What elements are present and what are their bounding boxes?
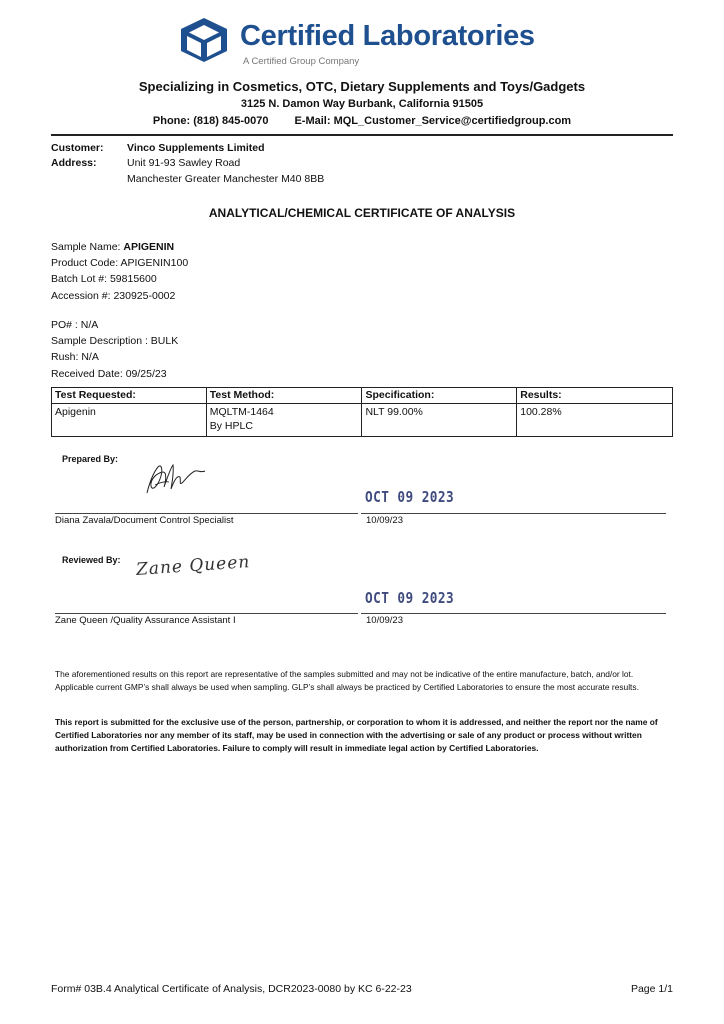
reviewed-signature: Zane Queen	[135, 552, 251, 580]
certified-labs-logo-icon	[179, 17, 229, 63]
sample-name	[51, 239, 188, 255]
brand-name: Certified Laboratories	[240, 20, 535, 52]
customer-address-line1: Unit 91-93 Sawley Road	[127, 157, 241, 169]
product-code: Product Code: APIGENIN100	[51, 257, 189, 270]
received-date: Received Date: 09/25/23	[51, 367, 167, 380]
method-technique: By HPLC	[209, 420, 253, 432]
customer-address-line2: Manchester Greater Manchester M40 8BB	[127, 173, 325, 185]
lab-contact	[0, 115, 724, 127]
table-row	[52, 404, 673, 437]
method-code: MQLTM-1464	[209, 406, 274, 418]
batch-lot: Batch Lot #: 59815600	[51, 273, 157, 286]
rush-status: Rush: N/A	[51, 351, 99, 364]
lab-phone: Phone: (818) 845-0070	[152, 115, 269, 127]
lab-tagline: Specializing in Cosmetics, OTC, Dietary Supplements and Toys/Gadgets	[138, 79, 586, 94]
cell-specification: NLT 99.00%	[362, 404, 517, 437]
address-label: Address:	[51, 157, 97, 169]
customer-name: Vinco Supplements Limited	[127, 142, 265, 154]
order-info	[51, 317, 178, 382]
certificate-title: ANALYTICAL/CHEMICAL CERTIFICATE OF ANALYSIS	[208, 206, 516, 220]
column-header-method: Test Method:	[206, 388, 362, 404]
sample-name-label: Sample Name:	[51, 241, 124, 253]
header-divider	[51, 134, 673, 136]
cell-method	[206, 404, 362, 437]
sample-info	[51, 239, 188, 304]
prepared-by-heading: Prepared By:	[62, 454, 119, 464]
sample-name-value: APIGENIN	[123, 241, 175, 253]
reviewed-by-heading: Reviewed By:	[62, 555, 121, 565]
column-header-test: Test Requested:	[52, 388, 207, 404]
sample-description: Sample Description : BULK	[51, 335, 179, 348]
reviewed-by-name: Zane Queen /Quality Assurance Assistant I	[55, 615, 236, 626]
reviewed-date-line	[361, 613, 666, 614]
reviewed-signature-line	[55, 613, 358, 614]
prepared-by-name: Diana Zavala/Document Control Specialist	[55, 515, 234, 526]
prepared-date-line	[361, 513, 666, 514]
page-number: Page 1/1	[630, 983, 673, 995]
results-table	[51, 387, 673, 437]
form-number: Form# 03B.4 Analytical Certificate of Analysis, DCR2023-0080 by KC 6-22-23	[51, 983, 412, 995]
disclaimer-usage: This report is submitted for the exclusive use of the person, partnership, or corporation to whom it is addressed, and neither the report nor the name of Certified Laboratories nor any member of its staff, may be used in connection with the advertising or sale of any product or process without written authorization from Certified Laboratories. Failure to comply will result in immediate legal action by Certified Laboratories.	[55, 717, 658, 753]
column-header-specification: Specification:	[362, 388, 517, 404]
po-number: PO# : N/A	[51, 319, 99, 331]
lab-address: 3125 N. Damon Way Burbank, California 91505	[240, 98, 484, 110]
lab-email: E-Mail: MQL_Customer_Service@certifiedgroup.com	[294, 115, 572, 127]
brand-subtitle: A Certified Group Company	[243, 56, 360, 67]
reviewed-date: 10/09/23	[366, 615, 403, 626]
column-header-results: Results:	[517, 388, 673, 404]
table-header-row	[52, 388, 673, 404]
reviewed-date-stamp: OCT 09 2023	[365, 589, 455, 607]
customer-label: Customer:	[51, 142, 104, 154]
accession-number: Accession #: 230925-0002	[51, 289, 176, 302]
cell-test: Apigenin	[52, 404, 207, 437]
disclaimer-results: The aforementioned results on this report are representative of the samples submitted and may not be indicative of the entire manufacture, batch, and/or lot. Applicable current GMP’s shall always be used when sampling. GLP’s shall always be practiced by Certified Laboratories to ensure the most accurate results.	[55, 669, 639, 692]
cell-result: 100.28%	[517, 404, 673, 437]
prepared-date-stamp: OCT 09 2023	[365, 488, 455, 506]
prepared-signature	[143, 455, 213, 497]
prepared-date: 10/09/23	[366, 515, 403, 526]
prepared-signature-line	[55, 513, 358, 514]
